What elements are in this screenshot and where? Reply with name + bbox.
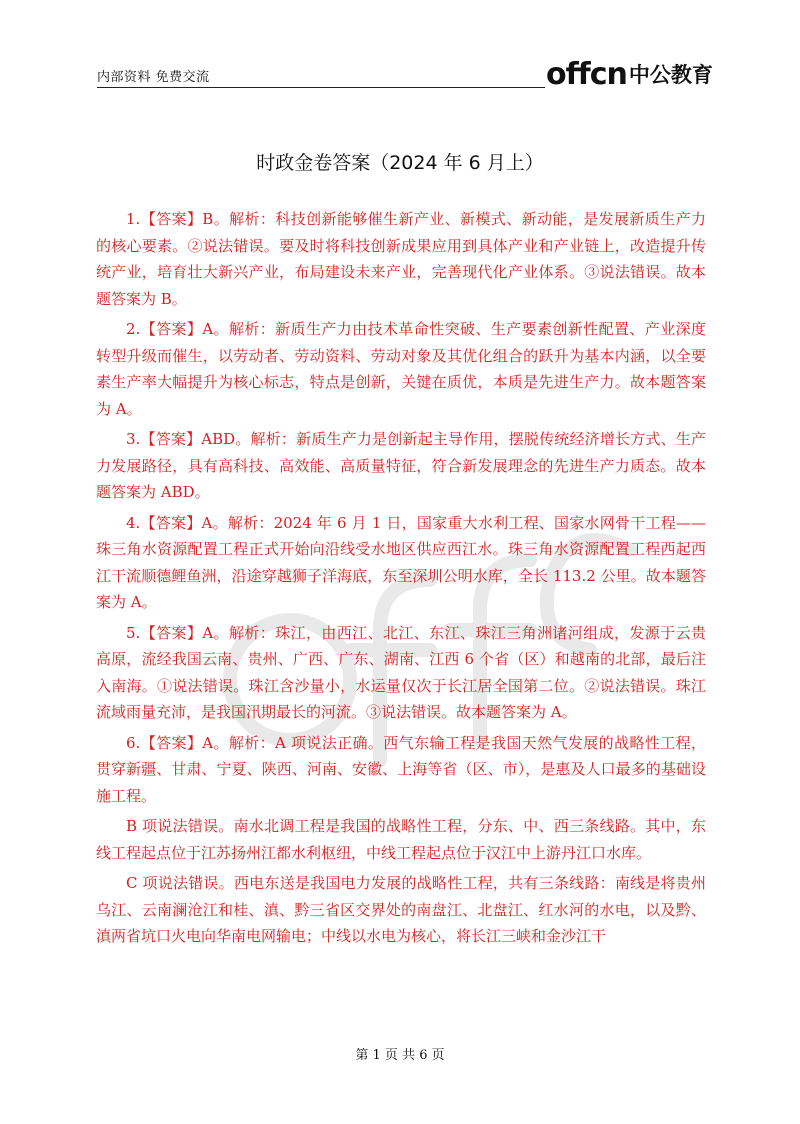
answer-paragraph: 6.【答案】A。解析：A 项说法正确。西气东输工程是我国天然气发展的战略性工程，贯穿新疆、甘肃、宁夏、陕西、河南、安徽、上海等省（区、市），是惠及人口最多的基础设施工程。 xyxy=(96,733,706,805)
logo-wordmark: offcn xyxy=(546,57,627,92)
answer-body xyxy=(96,206,706,954)
answer-paragraph: B 项说法错误。南水北调工程是我国的战略性工程，分东、中、西三条线路。其中，东线工程起点位于江苏扬州江都水利枢纽，中线工程起点位于汉江中上游丹江口水库。 xyxy=(96,817,706,862)
answer-paragraph: 5.【答案】A。解析：珠江，由西江、北江、东江、珠江三角洲诸河组成，发源于云贵高原，流经我国云南、贵州、广西、广东、湖南、江西 6 个省（区）和越南的北部，最后注入南海。①说法错误。珠江含沙量小，水运量仅次于长江居全国第二位。②说法错误。珠江流域雨量充沛，是我国汛期最长的河流。③说法错误。故本题答案为 A。 xyxy=(96,623,706,721)
header-label: 内部资料 免费交流 xyxy=(97,70,210,85)
answer-paragraph: 1.【答案】B。解析：科技创新能够催生新产业、新模式、新动能，是发展新质生产力的核心要素。②说法错误。要及时将科技创新成果应用到具体产业和产业链上，改造提升传统产业，培育壮大新兴产业，布局建设未来产业，完善现代化产业体系。③说法错误。故本题答案为 B。 xyxy=(96,210,706,308)
page-number: 第 1 页 共 6 页 xyxy=(355,1048,445,1063)
answer-paragraph: 3.【答案】ABD。解析：新质生产力是创新起主导作用，摆脱传统经济增长方式、生产力发展路径，具有高科技、高效能、高质量特征，符合新发展理念的先进生产力质态。故本题答案为 ABD。 xyxy=(96,430,706,501)
answer-paragraph: C 项说法错误。西电东送是我国电力发展的战略性工程，共有三条线路：南线是将贵州乌江、云南澜沧江和桂、滇、黔三省区交界处的南盘江、北盘江、红水河的水电，以及黔、滇两省坑口火电向华南电网输电；中线以水电为核心，将长江三峡和金沙江干 xyxy=(96,874,706,945)
answer-paragraph: 2.【答案】A。解析：新质生产力由技术革命性突破、生产要素创新性配置、产业深度转型升级而催生，以劳动者、劳动资料、劳动对象及其优化组合的跃升为基本内涵，以全要素生产率大幅提升为核心标志，特点是创新，关键在质优，本质是先进生产力。故本题答案为 A。 xyxy=(96,320,706,418)
answer-paragraph: 4.【答案】A。解析：2024 年 6 月 1 日，国家重大水利工程、国家水网骨干工程——珠三角水资源配置工程正式开始向沿线受水地区供应西江水。珠三角水资源配置工程西起西江干流顺德鲤鱼洲，沿途穿越狮子洋海底，东至深圳公明水库，全长 113.2 公里。故本题答案为 A。 xyxy=(96,513,706,611)
logo-chinese-name: 中公教育 xyxy=(628,62,713,87)
header-divider xyxy=(97,87,545,88)
offcn-logo xyxy=(546,58,713,92)
document-title: 时政金卷答案（2024 年 6 月上） xyxy=(256,152,544,174)
